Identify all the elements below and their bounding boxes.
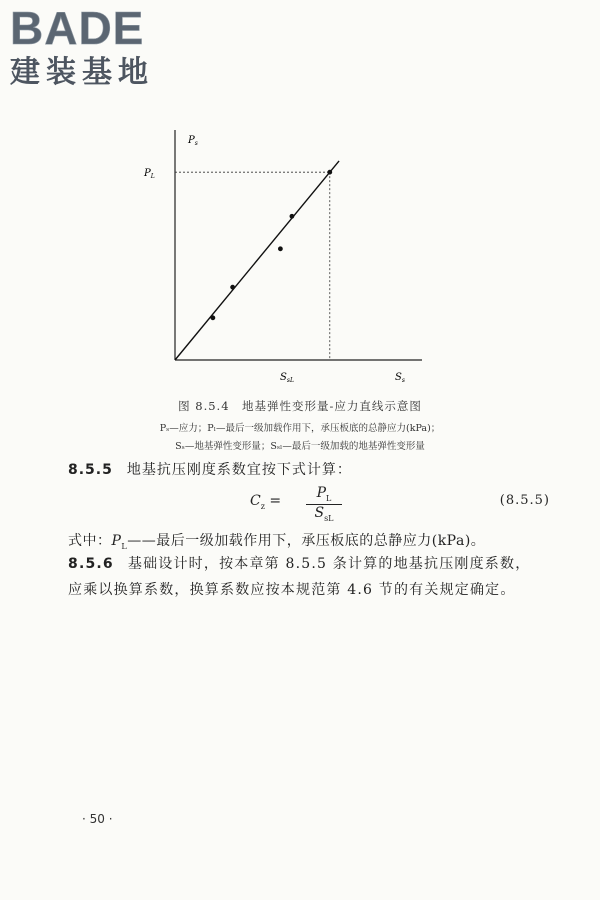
- x-axis-label: $S_s$: [395, 372, 405, 384]
- section-8-5-5: [68, 459, 352, 481]
- formula-numerator: $P_L$: [306, 485, 342, 505]
- formula-denominator: $S_{sL}$: [314, 504, 334, 523]
- section-8-5-6: [68, 551, 538, 603]
- formula-lhs: $C_z$ =: [250, 493, 282, 511]
- section-number: 8.5.6: [68, 556, 114, 572]
- formula-8-5-5: [250, 485, 550, 529]
- figure-caption-legend-2: Sₛ—地基弹性变形量；Sₛₗ—最后一级加载的地基弹性变形量: [175, 441, 425, 452]
- y-axis-label: $P_s$: [188, 135, 198, 147]
- page-number: · 50 ·: [82, 812, 113, 826]
- section-text: 地基抗压刚度系数宜按下式计算：: [126, 462, 352, 478]
- data-point: [230, 285, 235, 290]
- logo-chinese-text: 建装基地: [10, 55, 154, 90]
- data-point: [278, 246, 283, 251]
- fit-line: [175, 161, 339, 360]
- formula-number: (8.5.5): [499, 493, 550, 508]
- logo-wordmark: BADE: [10, 2, 145, 54]
- data-point: [327, 170, 332, 175]
- formula-definition: 式中：$P_L——$最后一级加载作用下，承压板底的总静应力(kPa)。: [68, 533, 486, 551]
- data-point: [210, 315, 215, 320]
- bade-logo: [8, 4, 178, 94]
- stress-deformation-chart: [130, 125, 430, 390]
- figure-caption-legend-1: Pₛ—应力；Pₗ—最后一级加载作用下，承压板底的总静应力(kPa)；: [159, 423, 441, 434]
- sel-label: $S_{sL}$: [280, 372, 294, 384]
- figure-caption-title: 图 8.5.4 地基弹性变形量-应力直线示意图: [178, 399, 422, 413]
- data-point: [290, 214, 295, 219]
- section-number: 8.5.5: [68, 462, 113, 478]
- section-text: 基础设计时，按本章第 8.5.5 条计算的地基抗压刚度系数，应乘以换算系数，换算系数应按本规范第 4.6 节的有关规定确定。: [68, 556, 531, 598]
- pl-label: $P_L$: [144, 168, 155, 180]
- formula-fraction: [306, 485, 342, 523]
